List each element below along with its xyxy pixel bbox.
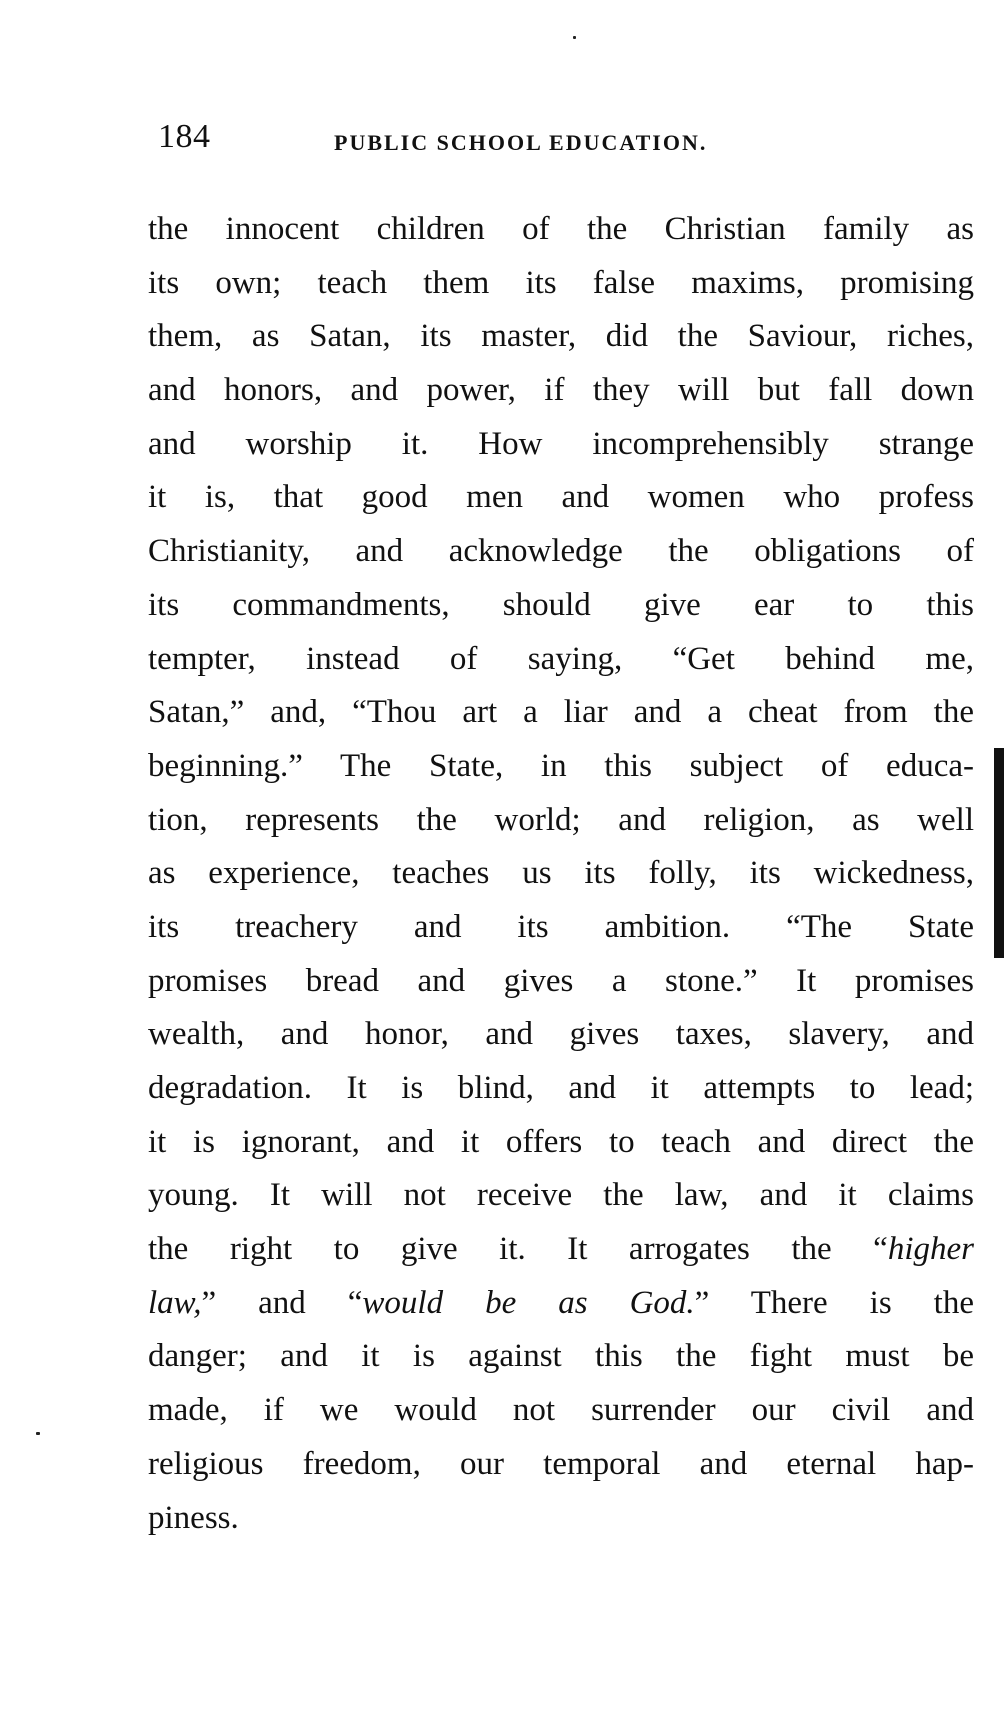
text-line-would-be-as-god [148,1277,974,1331]
scan-speck [36,1432,40,1435]
text-line: tempter, instead of saying, “Get behind me, [148,640,974,677]
text-line: it is ignorant, and it offers to teach and direct the [148,1123,974,1160]
text-segment: ” There is the [694,1284,974,1321]
text-line-higher-law [148,1223,974,1277]
text-line: young. It will not receive the law, and it claims [148,1177,974,1214]
text-line: danger; and it is against this the fight must be [148,1338,974,1375]
italic-law: law, [148,1284,202,1321]
text-line: Christianity, and acknowledge the obligations of [148,533,974,570]
text-line: promises bread and gives a stone.” It promises [148,962,974,999]
italic-would-be-as-god: would be as God. [362,1284,695,1321]
page-number: 184 [158,118,211,155]
body-text [148,203,974,1545]
text-line: its commandments, should give ear to this [148,586,974,623]
text-line: it is, that good men and women who profess [148,479,974,516]
text-line: made, if we would not surrender our civil and [148,1392,974,1429]
text-line: the innocent children of the Christian family as [148,211,974,247]
text-line: degradation. It is blind, and it attempts to lead; [148,1070,974,1106]
text-segment: the right to give it. It arrogates the “ [148,1231,888,1268]
scan-speck [573,36,576,39]
text-line: and worship it. How incomprehensibly strange [148,425,974,462]
text-line: religious freedom, our temporal and eternal hap- [148,1445,974,1482]
text-line: them, as Satan, its master, did the Saviour, riches, [148,318,974,355]
text-line: its own; teach them its false maxims, promising [148,264,974,301]
text-line: and honors, and power, if they will but fall down [148,372,974,409]
text-segment: ” and “ [201,1284,363,1321]
margin-scan-bar [994,748,1004,958]
page-header [148,118,908,168]
text-line: its treachery and its ambition. “The State [148,908,974,945]
italic-higher: higher [887,1231,974,1268]
text-line: beginning.” The State, in this subject of educa- [148,747,974,784]
text-line: as experience, teaches us its folly, its wickedness, [148,855,974,892]
running-head: PUBLIC SCHOOL EDUCATION. [334,130,708,155]
text-line: tion, represents the world; and religion, as well [148,801,974,838]
text-line: wealth, and honor, and gives taxes, slavery, and [148,1016,974,1053]
text-line: Satan,” and, “Thou art a liar and a cheat from the [148,694,974,731]
text-line-last: piness. [148,1499,239,1536]
